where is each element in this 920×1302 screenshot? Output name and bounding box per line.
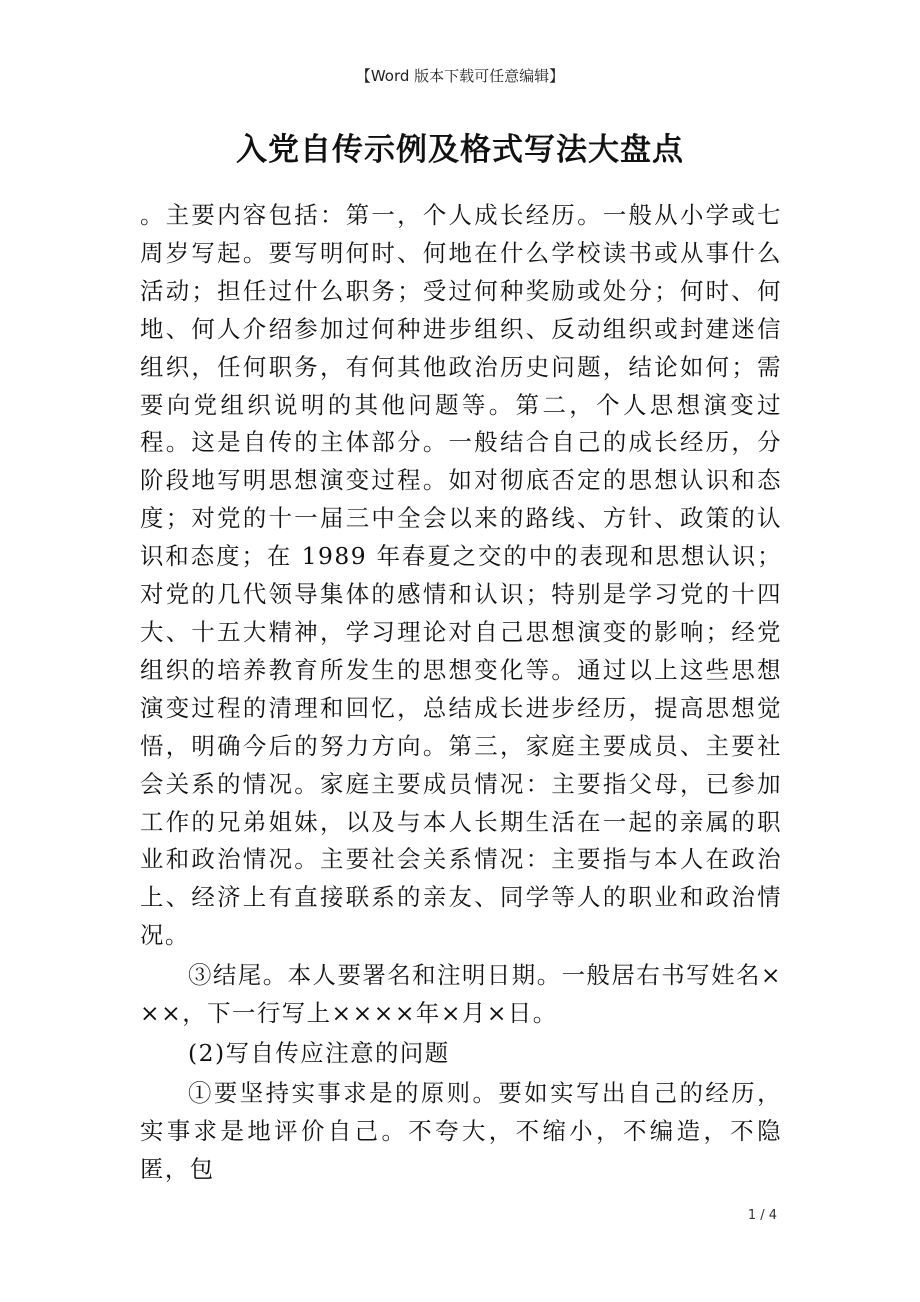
body-paragraph-truthfulness: ①要坚持实事求是的原则。要如实写出自己的经历，实事求是地评价自己。不夸大，不缩小，不编造，不隐匿，包 — [140, 1078, 782, 1183]
document-body — [140, 197, 782, 1189]
document-title: 入党自传示例及格式写法大盘点 — [236, 132, 684, 168]
body-paragraph-heading-notes: (2)写自传应注意的问题 — [188, 1038, 450, 1067]
download-header-note: 【Word 版本下载可任意编辑】 — [355, 67, 565, 85]
page-number: 1 / 4 — [747, 1208, 777, 1223]
body-paragraph-content: 。主要内容包括：第一，个人成长经历。一般从小学或七周岁写起。要写明何时、何地在什么学校读书或从事什么活动；担任过什么职务；受过何种奖励或处分；何时、何地、何人介绍参加过何种进步组织、反动组织或封建迷信组织，任何职务，有何其他政治历史问题，结论如何；需要向党组织说明的其他问题等。第二，个人思想演变过程。这是自传的主体部分。一般结合自己的成长经历，分阶段地写明思想演变过程。如对彻底否定的思想认识和态度；对党的十一届三中全会以来的路线、方针、政策的认识和态度；在 1989 年春夏之交的中的表现和思想认识；对党的几代领导集体的感情和认识；特别是学习党的十四大、十五大精神，学习理论对自己思想演变的影响；经党组织的培养教育所发生的思想变化等。通过以上这些思想演变过程的清理和回忆，总结成长进步经历，提高思想觉悟，明确今后的努力方向。第三，家庭主要成员、主要社会关系的情况。家庭主要成员情况：主要指父母，已参加工作的兄弟姐妹，以及与本人长期生活在一起的亲属的职业和政治情况。主要社会关系情况：主要指与本人在政治上、经济上有直接联系的亲友、同学等人的职业和政治情况。 — [140, 201, 782, 950]
body-paragraph-ending: ③结尾。本人要署名和注明日期。一般居右书写姓名×××，下一行写上××××年×月×日。 — [140, 961, 782, 1028]
